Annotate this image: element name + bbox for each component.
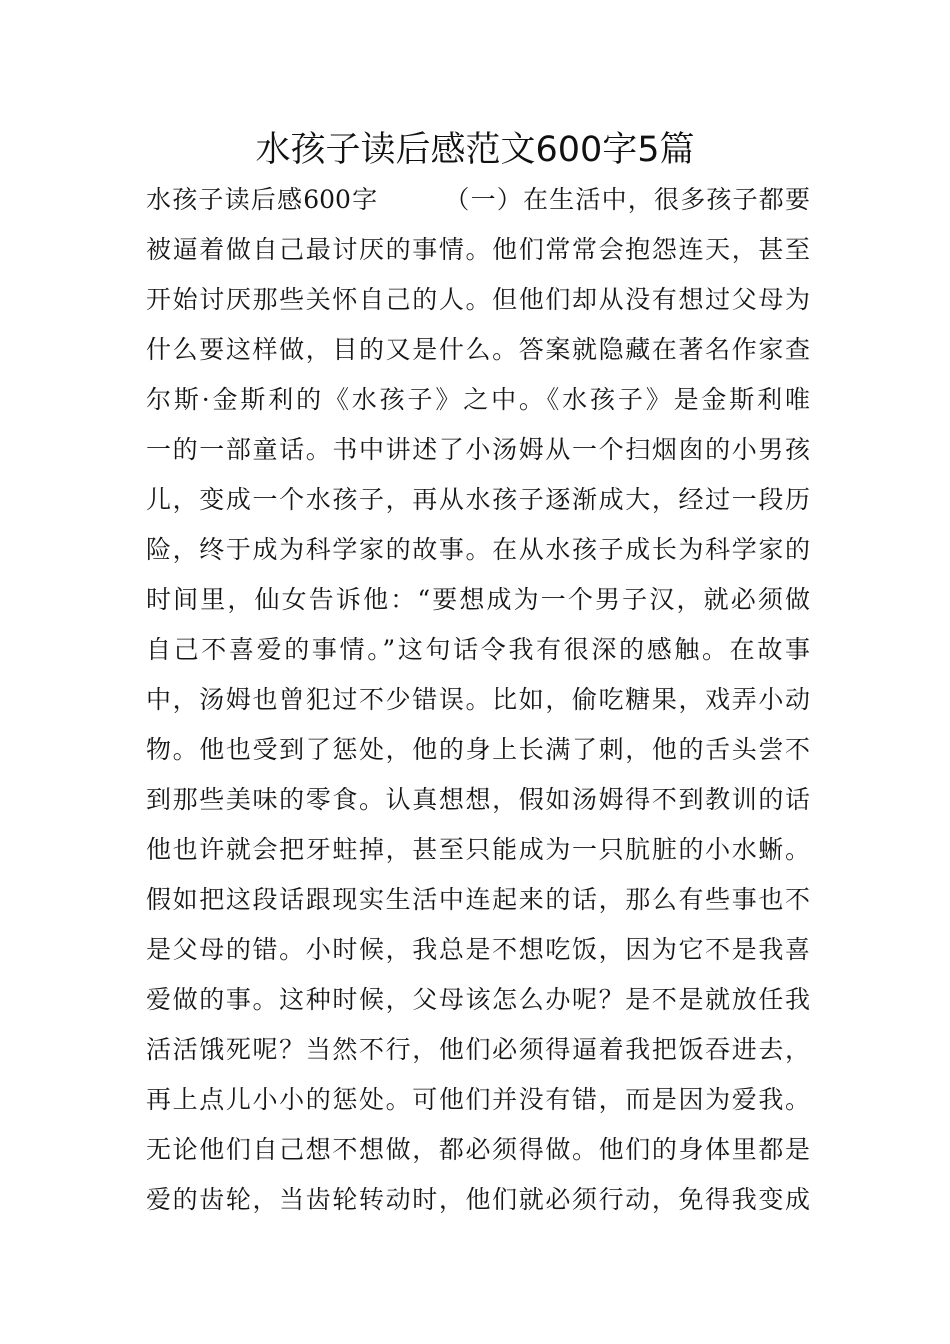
text-line: 一的一部童话。书中讲述了小汤姆从一个扫烟囱的小男孩	[146, 435, 810, 464]
text-line: 水孩子读后感600字 （一）在生活中，很多孩子都要	[146, 185, 810, 214]
text-line: 中，汤姆也曾犯过不少错误。比如，偷吃糖果，戏弄小动	[146, 685, 810, 714]
text-line: 活活饿死呢？当然不行，他们必须得逼着我把饭吞进去，	[146, 1035, 810, 1064]
text-line: 他也许就会把牙蛀掉，甚至只能成为一只肮脏的小水蜥。	[146, 835, 810, 864]
text-line: 爱的齿轮，当齿轮转动时，他们就必须行动，免得我变成	[146, 1185, 810, 1214]
text-line: 是父母的错。小时候，我总是不想吃饭，因为它不是我喜	[146, 935, 810, 964]
text-line: 时间里，仙女告诉他：“要想成为一个男子汉，就必须做	[146, 585, 810, 614]
text-line: 再上点儿小小的惩处。可他们并没有错，而是因为爱我。	[146, 1085, 810, 1114]
text-line: 被逼着做自己最讨厌的事情。他们常常会抱怨连天，甚至	[146, 235, 810, 264]
body-text	[146, 175, 810, 1225]
text-line: 儿，变成一个水孩子，再从水孩子逐渐成大，经过一段历	[146, 485, 810, 514]
text-line: 无论他们自己想不想做，都必须得做。他们的身体里都是	[146, 1135, 810, 1164]
text-line: 险，终于成为科学家的故事。在从水孩子成长为科学家的	[146, 535, 810, 564]
text-line: 什么要这样做，目的又是什么。答案就隐藏在著名作家查	[146, 335, 810, 364]
text-line: 自己不喜爱的事情。”这句话令我有很深的感触。在故事	[146, 635, 810, 664]
document-title: 水孩子读后感范文600字5篇	[255, 130, 695, 170]
text-line: 开始讨厌那些关怀自己的人。但他们却从没有想过父母为	[146, 285, 810, 314]
text-line: 尔斯·金斯利的《水孩子》之中。《水孩子》是金斯利唯	[146, 385, 810, 414]
text-line: 假如把这段话跟现实生活中连起来的话，那么有些事也不	[146, 885, 810, 914]
text-line: 爱做的事。这种时候，父母该怎么办呢？是不是就放任我	[146, 985, 810, 1014]
text-line: 到那些美味的零食。认真想想，假如汤姆得不到教训的话	[146, 785, 810, 814]
text-line: 物。他也受到了惩处，他的身上长满了刺，他的舌头尝不	[146, 735, 810, 764]
